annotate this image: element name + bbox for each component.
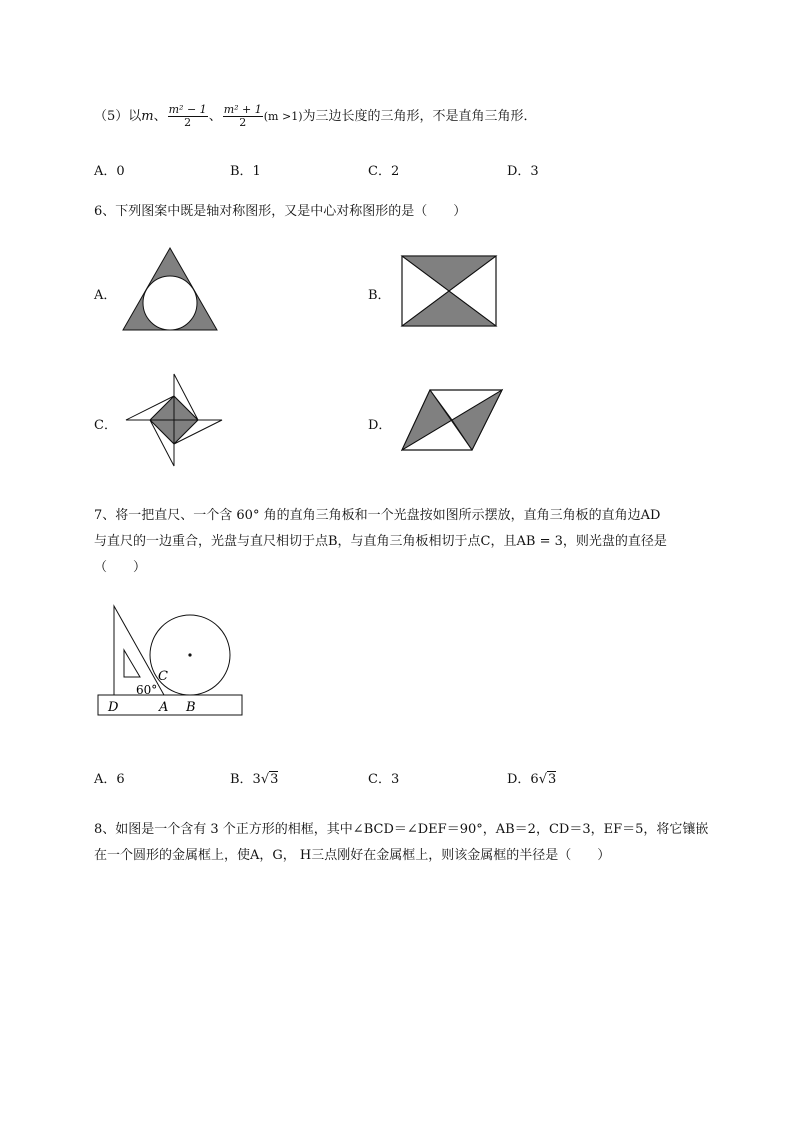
q7-point-d: D (108, 700, 119, 715)
q7-option-d[interactable] (507, 768, 556, 787)
q6-label-b[interactable]: B． (368, 288, 391, 303)
q5-option-d[interactable]: D．3 (507, 164, 539, 179)
q7-point-a: A (159, 700, 169, 715)
q6-figure-d[interactable] (400, 388, 504, 452)
q7-figure (96, 600, 246, 718)
q5-fraction-1-denominator: 2 (184, 116, 192, 129)
q7-option-b[interactable] (230, 768, 278, 787)
q7-point-b: B (186, 700, 196, 715)
q6-a-circle (143, 276, 197, 330)
q5-option-b[interactable]: B．1 (230, 164, 261, 179)
q7-option-d-radical: √3 (538, 772, 557, 787)
q7-option-d-radicand: 3 (548, 772, 557, 787)
q5-fraction-2-numerator: m² + 1 (223, 103, 262, 116)
q5-suffix: 为三边长度的三角形，不是直角三角形． (302, 109, 537, 124)
q7-option-a[interactable]: A．6 (94, 772, 125, 787)
q5-fraction-1 (168, 104, 208, 129)
q8-stem-line-2: 在一个圆形的金属框上，使A，G， H三点刚好在金属框上，则该金属框的半径是（ ） (94, 848, 611, 863)
q5-condition: (m >1) (263, 110, 303, 123)
q7-point-c: C (158, 669, 168, 684)
q5-m: m (141, 109, 154, 124)
q6-figure-b[interactable] (400, 254, 498, 328)
q6-stem: 6、下列图案中既是轴对称图形，又是中心对称图形的是（ ） (94, 204, 467, 219)
q5-prefix: （5）以 (94, 109, 142, 124)
q5-sep1: 、 (153, 109, 167, 124)
q6-figure-a[interactable] (120, 246, 220, 332)
q7-option-d-text: D．6 (507, 772, 539, 787)
q7-option-b-radical: √3 (260, 772, 279, 787)
q7-disc-center (188, 653, 191, 656)
q6-label-a[interactable]: A． (94, 288, 117, 303)
q7-stem-line-2: 与直尺的一边重合，光盘与直尺相切于点B，与直角三角板相切于点C，且AB = 3，则光盘的直径是 (94, 534, 667, 549)
q6-label-c[interactable]: C． (94, 418, 117, 433)
q5-fraction-2-denominator: 2 (239, 116, 247, 129)
q7-ruler (98, 695, 242, 715)
q7-option-b-text: B．3 (230, 772, 261, 787)
q5-fraction-1-numerator: m² − 1 (168, 103, 207, 116)
q6-label-d[interactable]: D． (368, 418, 392, 433)
q6-figure-c[interactable] (124, 372, 224, 468)
q7-option-b-radicand: 3 (270, 772, 279, 787)
q5-fraction-2 (223, 104, 263, 129)
q7-angle-label: 60° (136, 683, 158, 697)
q5-stem (94, 104, 537, 130)
q5-sep2: 、 (208, 109, 222, 124)
q7-stem-line-1: 7、将一把直尺、一个含 60° 角的直角三角板和一个光盘按如图所示摆放，直角三角板的直角边AD (94, 508, 661, 523)
q8-stem-line-1: 8、如图是一个含有 3 个正方形的相框，其中∠BCD＝∠DEF＝90°，AB＝2，CD＝3，EF＝5，将它镶嵌 (94, 822, 709, 837)
q5-option-a[interactable]: A．0 (94, 164, 125, 179)
q7-stem-line-3: （ ） (94, 560, 147, 575)
q5-option-c[interactable]: C．2 (368, 164, 400, 179)
q7-option-c[interactable]: C．3 (368, 772, 400, 787)
